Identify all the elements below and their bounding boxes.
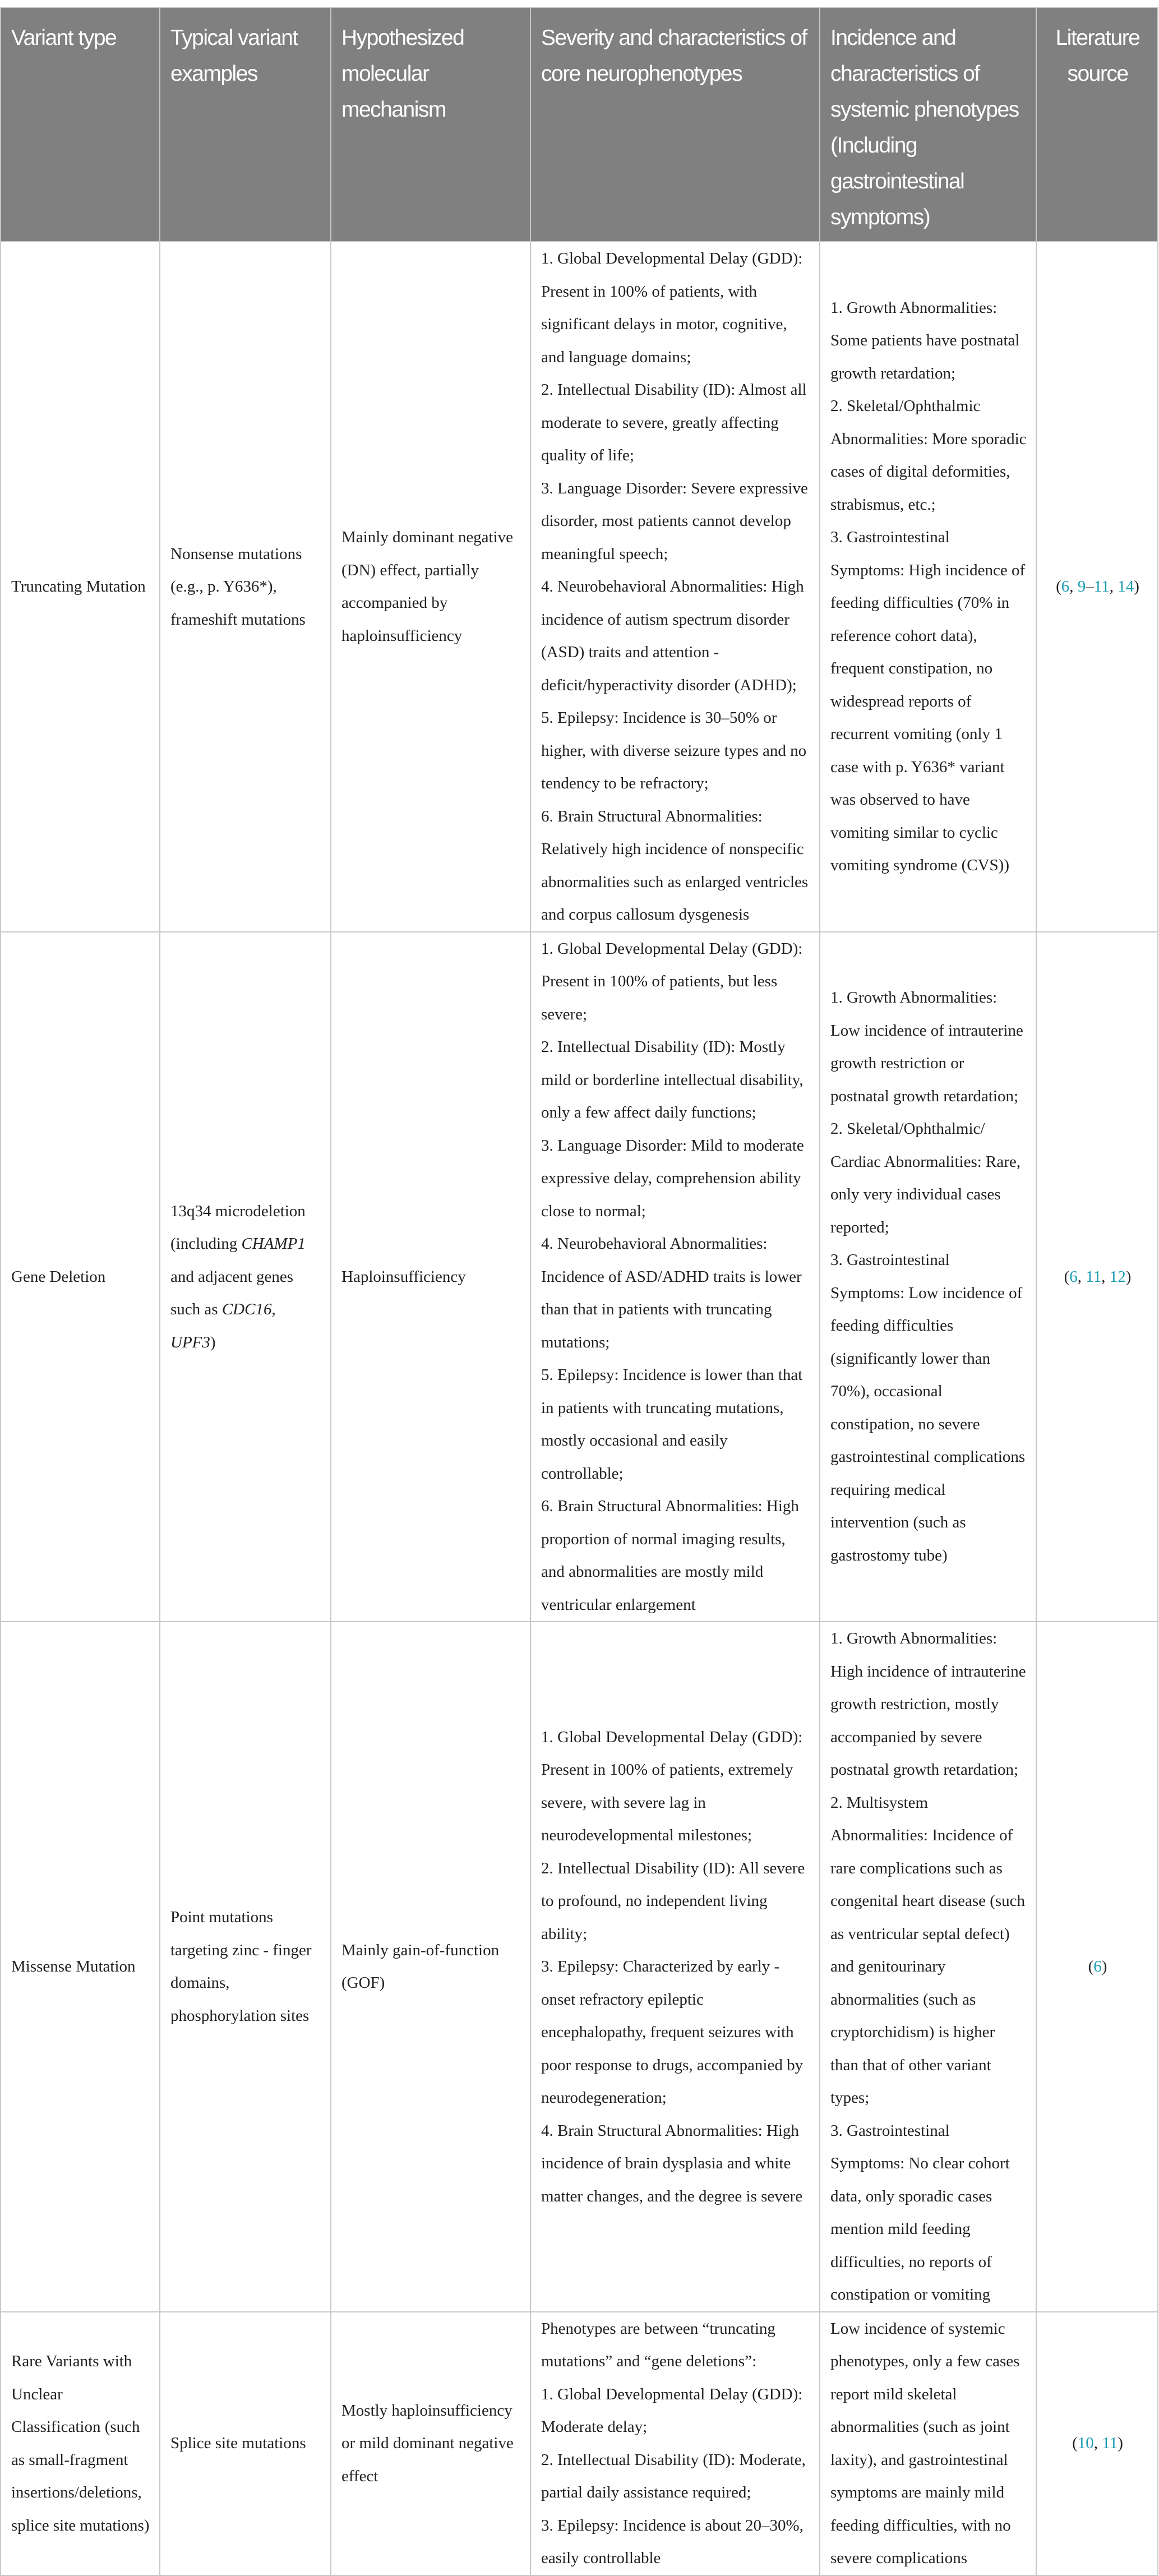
example-text: Splice site mutations (170, 2434, 306, 2453)
literature-source-cell (1036, 932, 1158, 1622)
reference-punctuation: ( (1072, 2434, 1078, 2453)
header-literature-source: Literature source (1036, 7, 1158, 242)
reference-link[interactable]: 11 (1086, 1267, 1102, 1286)
reference-punctuation: , (1077, 1267, 1086, 1286)
mechanism-cell: Mostly haploinsufficiency or mild dominant negative effect (331, 2312, 530, 2575)
reference-punctuation: , (1101, 1267, 1110, 1286)
systemic-phenotype-item: 3. Gastrointestinal Symptoms: No clear cohort data, only sporadic cases mention mild feeding difficulties, no reports of constipation or vomiting (830, 2121, 1010, 2303)
neurophenotypes-cell (530, 2312, 820, 2575)
typical-examples-cell (160, 242, 331, 932)
reference-punctuation: ) (1134, 578, 1139, 595)
mechanism-cell: Mainly dominant negative (DN) effect, partially accompanied by haploinsufficiency (331, 242, 530, 932)
reference-link[interactable]: 6 (1093, 1958, 1102, 1975)
gene-name: UPF3 (170, 1333, 210, 1351)
variant-type-cell: Truncating Mutation (1, 242, 160, 932)
neurophenotype-item: 1. Global Developmental Delay (GDD): Present in 100% of patients, extremely severe, with severe lag in neurodevelopmental milestones; (541, 1728, 803, 1844)
reference-link[interactable]: 10 (1077, 2434, 1094, 2453)
literature-source-cell (1036, 1622, 1158, 2312)
neurophenotype-item: 1. Global Developmental Delay (GDD): Moderate delay; (541, 2385, 803, 2436)
systemic-phenotype-item: 1. Growth Abnormalities: Some patients have postnatal growth retardation; (830, 298, 1020, 382)
table-row (1, 932, 1158, 1622)
neurophenotype-item: 2. Intellectual Disability (ID): Mostly mild or borderline intellectual disability, only a few affect daily functions; (541, 1038, 804, 1121)
gene-name: CHAMP1 (241, 1235, 306, 1253)
reference-punctuation: ) (1101, 1958, 1107, 1975)
neurophenotypes-cell (530, 242, 820, 932)
systemic-phenotype-item: 3. Gastrointestinal Symptoms: Low incidence of feeding difficulties (significantly lower than 70%), occasional constipation, no severe gastrointestinal complications requiring medical intervention (such as gastrostomy tube) (830, 1251, 1026, 1564)
example-text: Nonsense mutations (e.g., p. Y636*), frameshift mutations (170, 544, 306, 629)
reference-punctuation: ) (1125, 1267, 1132, 1286)
neurophenotype-item: 3. Epilepsy: Characterized by early - onset refractory epileptic encephalopathy, frequent seizures with poor response to drugs, accompanied by neurodegeneration; (541, 1958, 804, 2107)
example-text: and adjacent genes such as (170, 1267, 294, 1318)
neurophenotype-item: 5. Epilepsy: Incidence is lower than that in patients with truncating mutations, mostly occasional and easily controllable; (541, 1366, 803, 1483)
reference-punctuation: – (1086, 578, 1094, 595)
systemic-phenotype-item: 1. Growth Abnormalities: High incidence of intrauterine growth restriction, mostly accompanied by severe postnatal growth retardation; (830, 1629, 1026, 1779)
neurophenotype-item: 2. Intellectual Disability (ID): Almost all moderate to severe, greatly affecting quality of life; (541, 381, 807, 464)
neurophenotype-item: 4. Neurobehavioral Abnormalities: Incidence of ASD/ADHD traits is lower than that in patients with truncating mutations; (541, 1235, 802, 1351)
reference-link[interactable]: 11 (1093, 578, 1110, 595)
neurophenotype-item: Phenotypes are between “truncating mutations” and “gene deletions”: (541, 2319, 775, 2370)
header-variant-type: Variant type (1, 7, 160, 242)
example-text: , (271, 1300, 276, 1318)
example-text: 13q34 microdeletion (including (170, 1202, 306, 1253)
systemic-phenotypes-cell (820, 242, 1036, 932)
neurophenotype-item: 3. Epilepsy: Incidence is about 20–30%, easily controllable (541, 2516, 804, 2567)
reference-punctuation: ) (1118, 2434, 1123, 2453)
typical-examples-cell (160, 932, 331, 1622)
reference-link[interactable]: 6 (1069, 1267, 1078, 1286)
typical-examples-cell (160, 1622, 331, 2312)
neurophenotype-item: 4. Brain Structural Abnormalities: High incidence of brain dysplasia and white matter changes, and the degree is severe (541, 2121, 803, 2205)
neurophenotypes-cell (530, 932, 820, 1622)
variant-type-cell: Rare Variants with Unclear Classification (such as small-fragment insertions/deletions, splice site mutations) (1, 2312, 160, 2575)
header-typical-examples: Typical variant examples (160, 7, 331, 242)
neurophenotypes-cell (530, 1622, 820, 2312)
reference-link[interactable]: 9 (1077, 578, 1086, 595)
literature-source-cell (1036, 242, 1158, 932)
mechanism-cell: Haploinsufficiency (331, 932, 530, 1622)
neurophenotype-item: 1. Global Developmental Delay (GDD): Present in 100% of patients, with significant delays in motor, cognitive, and language domains; (541, 250, 803, 366)
header-mechanism: Hypothesized molecular mechanism (331, 7, 530, 242)
variant-type-cell: Gene Deletion (1, 932, 160, 1622)
reference-punctuation: , (1069, 578, 1078, 595)
header-neurophenotypes: Severity and characteristics of core neurophenotypes (530, 7, 820, 242)
reference-link[interactable]: 12 (1109, 1267, 1126, 1286)
reference-link[interactable]: 14 (1118, 578, 1134, 595)
variant-phenotype-table (0, 7, 1158, 2576)
systemic-phenotype-item: 1. Growth Abnormalities: Low incidence of intrauterine growth restriction or postnatal growth retardation; (830, 989, 1023, 1105)
variant-type-cell: Missense Mutation (1, 1622, 160, 2312)
systemic-phenotypes-cell (820, 1622, 1036, 2312)
table-header-row (1, 7, 1158, 242)
neurophenotype-item: 6. Brain Structural Abnormalities: High proportion of normal imaging results, and abnormalities are mostly mild ventricular enlargement (541, 1497, 799, 1614)
header-systemic-phenotypes: Incidence and characteristics of systemic phenotypes (Including gastrointestinal symptoms) (820, 7, 1036, 242)
neurophenotype-item: 4. Neurobehavioral Abnormalities: High incidence of autism spectrum disorder (ASD) traits and attention - deficit/hyperactivity disorder (ADHD); (541, 578, 804, 694)
example-text: Point mutations targeting zinc - finger domains, phosphorylation sites (170, 1908, 312, 2025)
table-row (1, 2312, 1158, 2575)
systemic-phenotype-item: Low incidence of systemic phenotypes, only a few cases report mild skeletal abnormalities (such as joint laxity), and gastrointestinal symptoms are mainly mild feeding difficulties, with no severe complications (830, 2319, 1020, 2567)
reference-punctuation: ( (1056, 578, 1061, 595)
mechanism-cell: Mainly gain-of-function (GOF) (331, 1622, 530, 2312)
neurophenotype-item: 3. Language Disorder: Severe expressive disorder, most patients cannot develop meaningful speech; (541, 479, 808, 563)
typical-examples-cell (160, 2312, 331, 2575)
systemic-phenotype-item: 2. Skeletal/Ophthalmic Abnormalities: More sporadic cases of digital deformities, strabismus, etc.; (830, 397, 1027, 514)
reference-link[interactable]: 6 (1061, 578, 1070, 595)
neurophenotype-item: 2. Intellectual Disability (ID): Moderate, partial daily assistance required; (541, 2450, 806, 2501)
systemic-phenotype-item: 3. Gastrointestinal Symptoms: High incidence of feeding difficulties (70% in reference cohort data), frequent constipation, no widespread reports of recurrent vomiting (only 1 case with p. Y636* variant was observed to have vomiting similar to cyclic vomiting syndrome (CVS)) (830, 528, 1026, 875)
neurophenotype-item: 6. Brain Structural Abnormalities: Relatively high incidence of nonspecific abnormalities such as enlarged ventricles and corpus callosum dysgenesis (541, 807, 809, 924)
reference-punctuation: ( (1064, 1267, 1070, 1286)
neurophenotype-item: 3. Language Disorder: Mild to moderate expressive delay, comprehension ability close to normal; (541, 1136, 804, 1220)
systemic-phenotype-item: 2. Skeletal/Ophthalmic/ Cardiac Abnormalities: Rare, only very individual cases reported; (830, 1120, 1021, 1236)
systemic-phenotype-item: 2. Multisystem Abnormalities: Incidence of rare complications such as congenital heart disease (such as ventricular septal defect) and genitourinary abnormalities (such as cryptorchidism) is higher than that of other variant types; (830, 1793, 1026, 2107)
reference-link[interactable]: 11 (1102, 2434, 1118, 2453)
table-row (1, 1622, 1158, 2312)
example-text: ) (210, 1333, 216, 1351)
table-row (1, 242, 1158, 932)
systemic-phenotypes-cell (820, 2312, 1036, 2575)
reference-punctuation: , (1093, 2434, 1102, 2453)
reference-punctuation: ( (1088, 1958, 1094, 1975)
systemic-phenotypes-cell (820, 932, 1036, 1622)
reference-punctuation: , (1109, 578, 1118, 595)
neurophenotype-item: 1. Global Developmental Delay (GDD): Present in 100% of patients, but less severe; (541, 939, 803, 1023)
literature-source-cell (1036, 2312, 1158, 2575)
gene-name: CDC16 (221, 1300, 272, 1318)
neurophenotype-item: 2. Intellectual Disability (ID): All severe to profound, no independent living ability; (541, 1859, 805, 1943)
neurophenotype-item: 5. Epilepsy: Incidence is 30–50% or higher, with diverse seizure types and no tendency to be refractory; (541, 709, 807, 792)
